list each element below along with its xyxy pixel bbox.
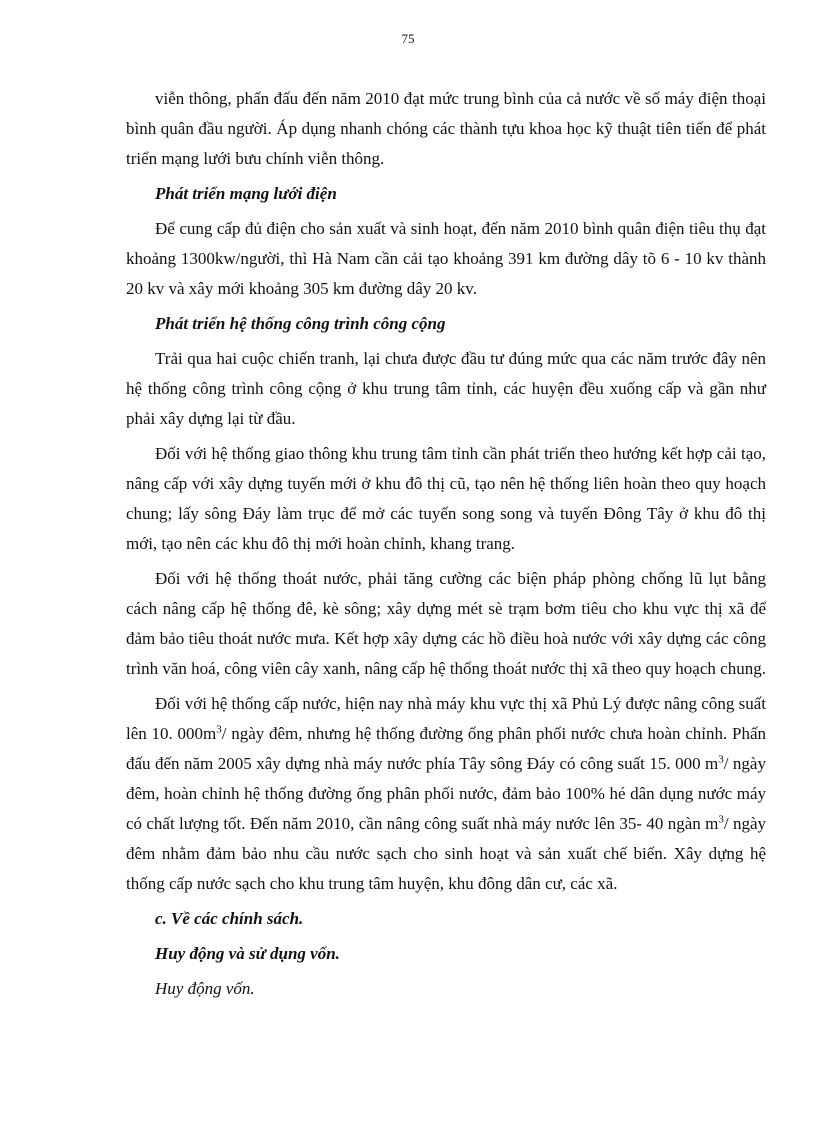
paragraph-drainage: Đối với hệ thống thoát nước, phải tăng cường các biện pháp phòng chống lũ lụt bằng cách nâng cấp hệ thống đê, kè sông; xây dựng mét sè trạm bơm tiêu cho khu vực thị xã để đảm bảo tiêu thoát nước mưa. Kết hợp xây dựng các hồ điều hoà nước với xây dựng các công trình văn hoá, công viên cây xanh, nâng cấp hệ thống thoát nước thị xã theo quy hoạch chung. — [126, 569, 766, 678]
page-number: 75 — [401, 31, 415, 46]
heading-public-works: Phát triển hệ thống công trình công cộng — [155, 314, 446, 333]
paragraph-water-supply — [126, 689, 766, 899]
water-text-b: / ngày đêm, nhưng hệ thống đường ống phân phối nước chưa hoàn chỉnh. Phấn đấu đến năm 2005 xây dựng nhà máy nước phía Tây sông Đáy có công suất 15. 000 m — [126, 724, 766, 773]
paragraph-telecom: viễn thông, phấn đấu đến năm 2010 đạt mức trung bình của cả nước về số máy điện thoại bình quân đầu người. Áp dụng nhanh chóng các thành tựu khoa học kỹ thuật tiên tiến để phát triển mạng lưới bưu chính viễn thông. — [126, 89, 766, 168]
heading-capital-mobilization: Huy động vốn. — [155, 979, 255, 998]
superscript-cubic: 3 — [216, 723, 222, 736]
heading-policies: c. Về các chính sách. — [155, 909, 304, 928]
superscript-cubic: 3 — [718, 753, 724, 766]
water-text-c: / ngày đêm, hoàn chỉnh hệ thống đường ống phân phối nước, đảm bảo 100% hé dân dụng nước máy có chất lượng tốt. Đến năm 2010, cần nâng công suất nhà máy nước lên 35- 40 ngàn m — [126, 754, 766, 833]
water-text-d: / ngày đêm nhằm đảm bảo nhu cầu nước sạch cho sinh hoạt và sản xuất chế biến. Xây dựng hệ thống cấp nước sạch cho khu trung tâm huyện, khu đông dân cư, các xã. — [126, 814, 766, 893]
heading-capital: Huy động và sử dụng vốn. — [155, 944, 340, 963]
paragraph-transport: Đối với hệ thống giao thông khu trung tâm tỉnh cần phát triển theo hướng kết hợp cải tạo, nâng cấp với xây dựng tuyến mới ở khu đô thị cũ, tạo nên hệ thống liên hoàn theo quy hoạch chung; lấy sông Đáy làm trục để mở các tuyến song song và tuyến Đông Tây ở khu đô thị mới, tạo nên các khu đô thị mới hoàn chỉnh, khang trang. — [126, 444, 766, 553]
paragraph-public-works: Trải qua hai cuộc chiến tranh, lại chưa được đầu tư đúng mức qua các năm trước đây nên hệ thống công trình công cộng ở khu trung tâm tỉnh, các huyện đều xuống cấp và gần như phải xây dựng lại từ đầu. — [126, 349, 766, 428]
document-body — [126, 84, 766, 1009]
paragraph-power-grid: Để cung cấp đủ điện cho sản xuất và sinh hoạt, đến năm 2010 bình quân điện tiêu thụ đạt khoảng 1300kw/người, thì Hà Nam cần cải tạo khoảng 391 km đường dây tõ 6 - 10 kv thành 20 kv và xây mới khoảng 305 km đường dây 20 kv. — [126, 219, 766, 298]
heading-power-grid: Phát triển mạng lưới điện — [155, 184, 337, 203]
superscript-cubic: 3 — [718, 813, 724, 826]
water-text-a: Đối với hệ thống cấp nước, hiện nay nhà máy khu vực thị xã Phủ Lý được nâng công suất lên 10. 000m — [126, 694, 766, 743]
